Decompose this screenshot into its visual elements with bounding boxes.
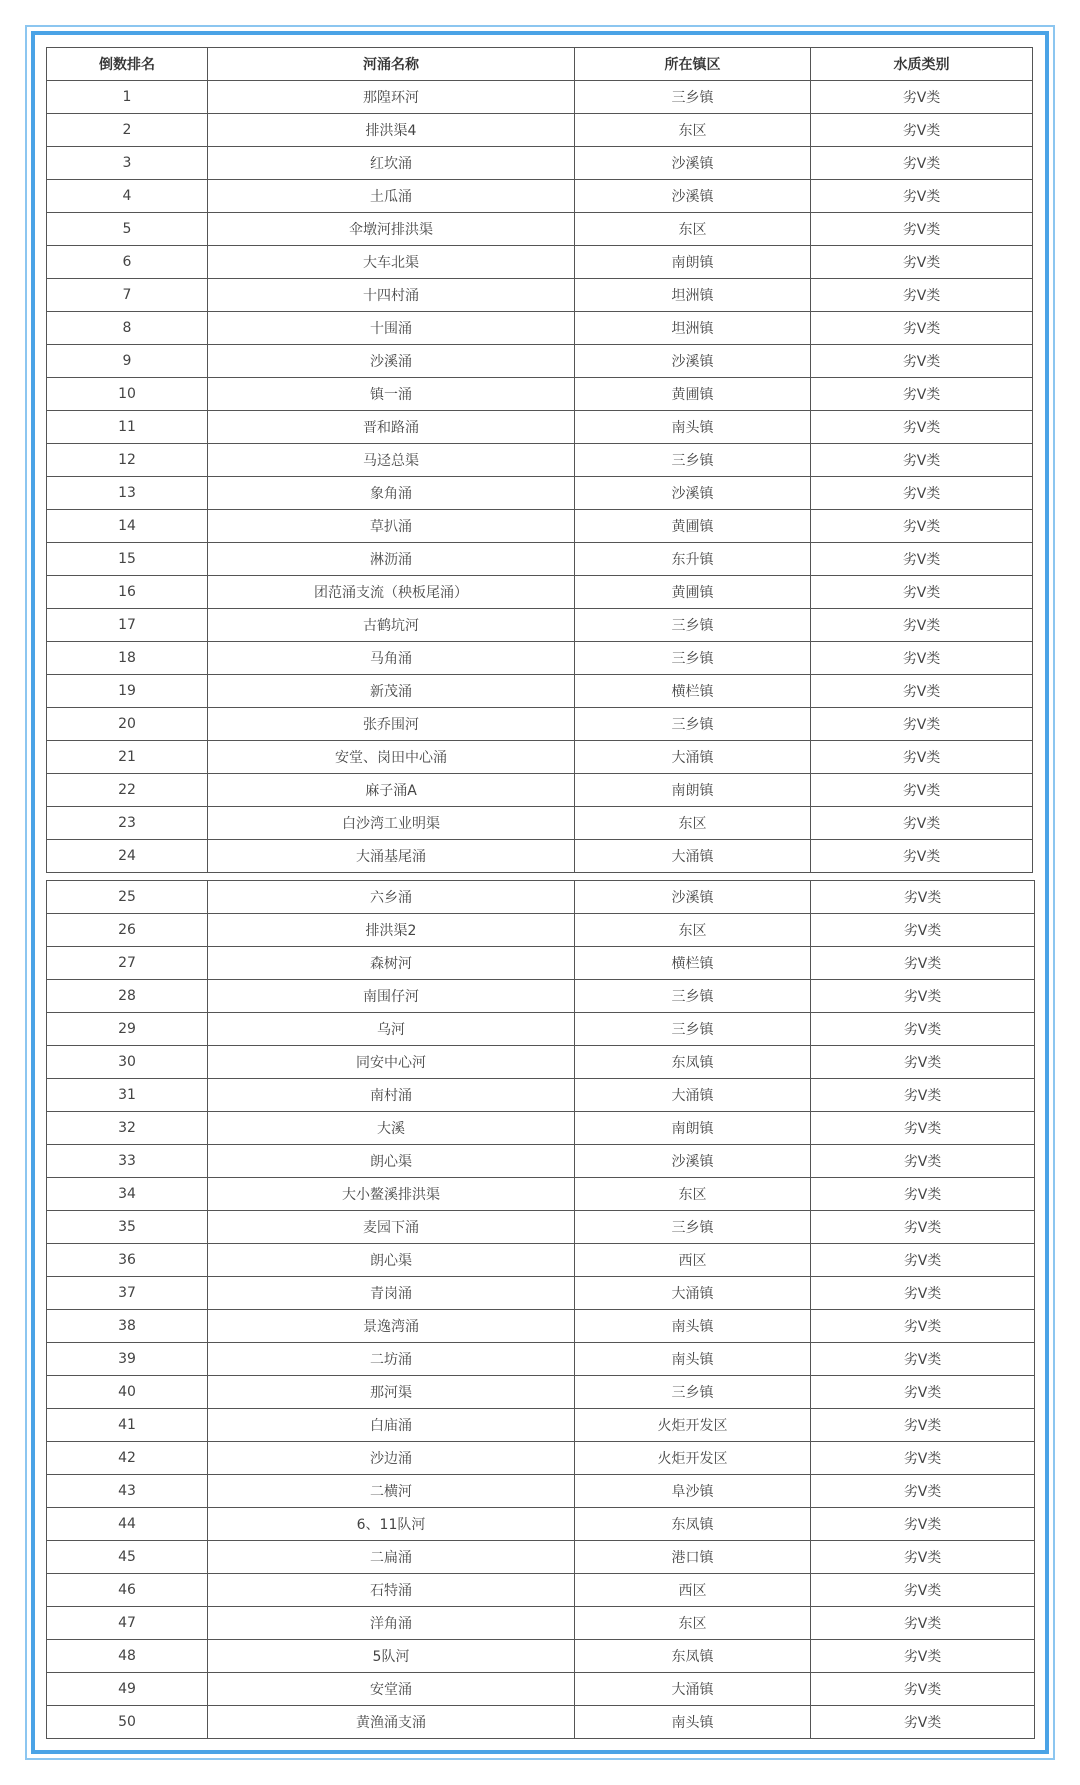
- cell-river-name: 那隍环河: [208, 81, 575, 114]
- table-row: [47, 1409, 1035, 1442]
- cell-rank: 39: [47, 1343, 208, 1376]
- cell-rank: 22: [47, 774, 208, 807]
- cell-river-name: 朗心渠: [208, 1145, 575, 1178]
- cell-town: 三乡镇: [575, 1013, 811, 1046]
- cell-town: 东升镇: [575, 543, 811, 576]
- table-row: [47, 708, 1033, 741]
- cell-river-name: 洋角涌: [208, 1607, 575, 1640]
- cell-river-name: 安堂涌: [208, 1673, 575, 1706]
- cell-rank: 19: [47, 675, 208, 708]
- cell-town: 西区: [575, 1244, 811, 1277]
- cell-town: 沙溪镇: [575, 180, 811, 213]
- cell-rank: 30: [47, 1046, 208, 1079]
- cell-rank: 2: [47, 114, 208, 147]
- cell-town: 东凤镇: [575, 1640, 811, 1673]
- cell-river-name: 白沙湾工业明渠: [208, 807, 575, 840]
- cell-river-name: 淋沥涌: [208, 543, 575, 576]
- cell-rank: 44: [47, 1508, 208, 1541]
- cell-rank: 17: [47, 609, 208, 642]
- table-row: [47, 881, 1035, 914]
- cell-river-name: 十围涌: [208, 312, 575, 345]
- cell-water-quality: 劣V类: [811, 279, 1033, 312]
- cell-river-name: 大涌基尾涌: [208, 840, 575, 873]
- table-row: [47, 1277, 1035, 1310]
- cell-river-name: 同安中心河: [208, 1046, 575, 1079]
- table-row: [47, 246, 1033, 279]
- table-row: [47, 576, 1033, 609]
- cell-rank: 45: [47, 1541, 208, 1574]
- cell-water-quality: 劣V类: [811, 914, 1035, 947]
- table-row: [47, 807, 1033, 840]
- cell-river-name: 二横河: [208, 1475, 575, 1508]
- table-row: [47, 741, 1033, 774]
- table-row: [47, 1244, 1035, 1277]
- header-water-quality: 水质类别: [811, 48, 1033, 81]
- table-row: [47, 1178, 1035, 1211]
- cell-water-quality: 劣V类: [811, 1475, 1035, 1508]
- cell-town: 东区: [575, 1178, 811, 1211]
- cell-water-quality: 劣V类: [811, 1145, 1035, 1178]
- cell-water-quality: 劣V类: [811, 1310, 1035, 1343]
- table-row: [47, 774, 1033, 807]
- cell-town: 三乡镇: [575, 1376, 811, 1409]
- cell-town: 南朗镇: [575, 774, 811, 807]
- cell-water-quality: 劣V类: [811, 543, 1033, 576]
- cell-water-quality: 劣V类: [811, 1541, 1035, 1574]
- cell-water-quality: 劣V类: [811, 81, 1033, 114]
- cell-water-quality: 劣V类: [811, 881, 1035, 914]
- cell-town: 东区: [575, 114, 811, 147]
- table-row: [47, 914, 1035, 947]
- table-row: [47, 543, 1033, 576]
- cell-rank: 24: [47, 840, 208, 873]
- table-row: [47, 114, 1033, 147]
- cell-town: 坦洲镇: [575, 312, 811, 345]
- cell-rank: 8: [47, 312, 208, 345]
- cell-water-quality: 劣V类: [811, 246, 1033, 279]
- table-header-row: [47, 48, 1033, 81]
- cell-water-quality: 劣V类: [811, 1343, 1035, 1376]
- cell-river-name: 二扁涌: [208, 1541, 575, 1574]
- cell-river-name: 景逸湾涌: [208, 1310, 575, 1343]
- header-town: 所在镇区: [575, 48, 811, 81]
- cell-town: 南头镇: [575, 411, 811, 444]
- cell-river-name: 森树河: [208, 947, 575, 980]
- cell-town: 大涌镇: [575, 1277, 811, 1310]
- cell-rank: 15: [47, 543, 208, 576]
- cell-rank: 3: [47, 147, 208, 180]
- table-row: [47, 1442, 1035, 1475]
- cell-town: 火炬开发区: [575, 1442, 811, 1475]
- cell-river-name: 二坊涌: [208, 1343, 575, 1376]
- cell-river-name: 南村涌: [208, 1079, 575, 1112]
- cell-river-name: 安堂、岗田中心涌: [208, 741, 575, 774]
- table-row: [47, 345, 1033, 378]
- table-row: [47, 1079, 1035, 1112]
- cell-rank: 5: [47, 213, 208, 246]
- cell-water-quality: 劣V类: [811, 1607, 1035, 1640]
- cell-river-name: 十四村涌: [208, 279, 575, 312]
- header-river-name: 河涌名称: [208, 48, 575, 81]
- cell-rank: 49: [47, 1673, 208, 1706]
- cell-rank: 9: [47, 345, 208, 378]
- cell-water-quality: 劣V类: [811, 980, 1035, 1013]
- cell-river-name: 大溪: [208, 1112, 575, 1145]
- cell-water-quality: 劣V类: [811, 1706, 1035, 1739]
- cell-water-quality: 劣V类: [811, 1409, 1035, 1442]
- cell-river-name: 麻子涌A: [208, 774, 575, 807]
- cell-water-quality: 劣V类: [811, 1508, 1035, 1541]
- cell-town: 东凤镇: [575, 1046, 811, 1079]
- cell-water-quality: 劣V类: [811, 1079, 1035, 1112]
- cell-river-name: 石特涌: [208, 1574, 575, 1607]
- cell-town: 南头镇: [575, 1706, 811, 1739]
- cell-rank: 13: [47, 477, 208, 510]
- cell-water-quality: 劣V类: [811, 1013, 1035, 1046]
- table-row: [47, 213, 1033, 246]
- cell-town: 横栏镇: [575, 947, 811, 980]
- cell-rank: 23: [47, 807, 208, 840]
- cell-river-name: 草扒涌: [208, 510, 575, 543]
- cell-water-quality: 劣V类: [811, 1574, 1035, 1607]
- cell-water-quality: 劣V类: [811, 1640, 1035, 1673]
- cell-town: 西区: [575, 1574, 811, 1607]
- cell-water-quality: 劣V类: [811, 1442, 1035, 1475]
- cell-rank: 36: [47, 1244, 208, 1277]
- cell-town: 三乡镇: [575, 980, 811, 1013]
- cell-water-quality: 劣V类: [811, 213, 1033, 246]
- cell-rank: 10: [47, 378, 208, 411]
- cell-town: 东区: [575, 1607, 811, 1640]
- cell-town: 大涌镇: [575, 840, 811, 873]
- table-row: [47, 1673, 1035, 1706]
- cell-rank: 21: [47, 741, 208, 774]
- cell-water-quality: 劣V类: [811, 1376, 1035, 1409]
- table-row: [47, 1541, 1035, 1574]
- cell-water-quality: 劣V类: [811, 708, 1033, 741]
- cell-town: 火炬开发区: [575, 1409, 811, 1442]
- cell-town: 东区: [575, 213, 811, 246]
- cell-water-quality: 劣V类: [811, 411, 1033, 444]
- header-rank: 倒数排名: [47, 48, 208, 81]
- table-row: [47, 947, 1035, 980]
- cell-river-name: 晋和路涌: [208, 411, 575, 444]
- table-row: [47, 1706, 1035, 1739]
- cell-town: 大涌镇: [575, 1079, 811, 1112]
- cell-rank: 32: [47, 1112, 208, 1145]
- cell-town: 沙溪镇: [575, 147, 811, 180]
- cell-river-name: 张乔围河: [208, 708, 575, 741]
- cell-river-name: 马角涌: [208, 642, 575, 675]
- cell-rank: 34: [47, 1178, 208, 1211]
- cell-rank: 18: [47, 642, 208, 675]
- cell-river-name: 麦园下涌: [208, 1211, 575, 1244]
- cell-rank: 11: [47, 411, 208, 444]
- cell-river-name: 乌河: [208, 1013, 575, 1046]
- cell-water-quality: 劣V类: [811, 1211, 1035, 1244]
- cell-town: 三乡镇: [575, 708, 811, 741]
- cell-river-name: 朗心渠: [208, 1244, 575, 1277]
- table-row: [47, 1112, 1035, 1145]
- cell-river-name: 5队河: [208, 1640, 575, 1673]
- table-row: [47, 1145, 1035, 1178]
- cell-town: 沙溪镇: [575, 345, 811, 378]
- cell-water-quality: 劣V类: [811, 180, 1033, 213]
- cell-water-quality: 劣V类: [811, 1673, 1035, 1706]
- cell-town: 东区: [575, 914, 811, 947]
- cell-river-name: 大小鳌溪排洪渠: [208, 1178, 575, 1211]
- table-row: [47, 378, 1033, 411]
- cell-rank: 16: [47, 576, 208, 609]
- cell-rank: 37: [47, 1277, 208, 1310]
- cell-water-quality: 劣V类: [811, 807, 1033, 840]
- cell-water-quality: 劣V类: [811, 510, 1033, 543]
- cell-town: 三乡镇: [575, 609, 811, 642]
- cell-water-quality: 劣V类: [811, 312, 1033, 345]
- table-row: [47, 411, 1033, 444]
- table-row: [47, 477, 1033, 510]
- cell-rank: 47: [47, 1607, 208, 1640]
- table-row: [47, 980, 1035, 1013]
- cell-rank: 27: [47, 947, 208, 980]
- cell-river-name: 沙边涌: [208, 1442, 575, 1475]
- table-row: [47, 81, 1033, 114]
- cell-rank: 41: [47, 1409, 208, 1442]
- cell-rank: 50: [47, 1706, 208, 1739]
- cell-water-quality: 劣V类: [811, 1046, 1035, 1079]
- cell-water-quality: 劣V类: [811, 774, 1033, 807]
- table-row: [47, 1343, 1035, 1376]
- cell-river-name: 黄渔涌支涌: [208, 1706, 575, 1739]
- cell-town: 三乡镇: [575, 1211, 811, 1244]
- cell-town: 黄圃镇: [575, 378, 811, 411]
- cell-rank: 7: [47, 279, 208, 312]
- cell-river-name: 马迳总渠: [208, 444, 575, 477]
- cell-town: 南朗镇: [575, 246, 811, 279]
- cell-river-name: 6、11队河: [208, 1508, 575, 1541]
- cell-town: 三乡镇: [575, 642, 811, 675]
- table-row: [47, 1376, 1035, 1409]
- cell-water-quality: 劣V类: [811, 576, 1033, 609]
- cell-town: 大涌镇: [575, 741, 811, 774]
- cell-water-quality: 劣V类: [811, 741, 1033, 774]
- cell-town: 三乡镇: [575, 444, 811, 477]
- table-row: [47, 642, 1033, 675]
- cell-town: 阜沙镇: [575, 1475, 811, 1508]
- cell-water-quality: 劣V类: [811, 1244, 1035, 1277]
- cell-rank: 12: [47, 444, 208, 477]
- table-row: [47, 1310, 1035, 1343]
- table-row: [47, 510, 1033, 543]
- table-row: [47, 1607, 1035, 1640]
- cell-rank: 43: [47, 1475, 208, 1508]
- table-row: [47, 1640, 1035, 1673]
- cell-water-quality: 劣V类: [811, 947, 1035, 980]
- cell-water-quality: 劣V类: [811, 378, 1033, 411]
- cell-town: 横栏镇: [575, 675, 811, 708]
- cell-water-quality: 劣V类: [811, 345, 1033, 378]
- cell-town: 沙溪镇: [575, 1145, 811, 1178]
- cell-rank: 6: [47, 246, 208, 279]
- table-row: [47, 1574, 1035, 1607]
- cell-river-name: 青岗涌: [208, 1277, 575, 1310]
- cell-water-quality: 劣V类: [811, 1112, 1035, 1145]
- cell-rank: 46: [47, 1574, 208, 1607]
- cell-rank: 33: [47, 1145, 208, 1178]
- ranking-table-part-2: [46, 880, 1035, 1739]
- cell-water-quality: 劣V类: [811, 642, 1033, 675]
- cell-rank: 28: [47, 980, 208, 1013]
- table-row: [47, 279, 1033, 312]
- cell-town: 东凤镇: [575, 1508, 811, 1541]
- cell-river-name: 白庙涌: [208, 1409, 575, 1442]
- cell-rank: 20: [47, 708, 208, 741]
- cell-river-name: 象角涌: [208, 477, 575, 510]
- cell-town: 黄圃镇: [575, 576, 811, 609]
- table-row: [47, 1046, 1035, 1079]
- cell-river-name: 排洪渠2: [208, 914, 575, 947]
- cell-river-name: 南围仔河: [208, 980, 575, 1013]
- cell-water-quality: 劣V类: [811, 147, 1033, 180]
- cell-water-quality: 劣V类: [811, 1277, 1035, 1310]
- cell-water-quality: 劣V类: [811, 609, 1033, 642]
- cell-rank: 4: [47, 180, 208, 213]
- cell-river-name: 土瓜涌: [208, 180, 575, 213]
- cell-town: 南朗镇: [575, 1112, 811, 1145]
- cell-town: 东区: [575, 807, 811, 840]
- cell-rank: 40: [47, 1376, 208, 1409]
- cell-river-name: 红坎涌: [208, 147, 575, 180]
- cell-water-quality: 劣V类: [811, 444, 1033, 477]
- cell-water-quality: 劣V类: [811, 114, 1033, 147]
- cell-rank: 1: [47, 81, 208, 114]
- cell-river-name: 新茂涌: [208, 675, 575, 708]
- cell-water-quality: 劣V类: [811, 1178, 1035, 1211]
- cell-town: 沙溪镇: [575, 477, 811, 510]
- cell-river-name: 沙溪涌: [208, 345, 575, 378]
- cell-town: 坦洲镇: [575, 279, 811, 312]
- table-row: [47, 312, 1033, 345]
- cell-town: 沙溪镇: [575, 881, 811, 914]
- table-row: [47, 675, 1033, 708]
- cell-town: 大涌镇: [575, 1673, 811, 1706]
- table-row: [47, 1013, 1035, 1046]
- cell-rank: 42: [47, 1442, 208, 1475]
- table-row: [47, 180, 1033, 213]
- ranking-table-part-1: [46, 47, 1033, 873]
- table-row: [47, 444, 1033, 477]
- cell-rank: 35: [47, 1211, 208, 1244]
- cell-river-name: 那河渠: [208, 1376, 575, 1409]
- cell-river-name: 古鹤坑河: [208, 609, 575, 642]
- table-row: [47, 1508, 1035, 1541]
- cell-river-name: 镇一涌: [208, 378, 575, 411]
- cell-town: 南头镇: [575, 1310, 811, 1343]
- cell-rank: 48: [47, 1640, 208, 1673]
- table-row: [47, 1475, 1035, 1508]
- table-row: [47, 840, 1033, 873]
- cell-water-quality: 劣V类: [811, 840, 1033, 873]
- cell-river-name: 伞墩河排洪渠: [208, 213, 575, 246]
- table-row: [47, 609, 1033, 642]
- cell-town: 黄圃镇: [575, 510, 811, 543]
- cell-town: 港口镇: [575, 1541, 811, 1574]
- cell-river-name: 大车北渠: [208, 246, 575, 279]
- cell-river-name: 排洪渠4: [208, 114, 575, 147]
- cell-river-name: 团范涌支流（秧板尾涌）: [208, 576, 575, 609]
- cell-water-quality: 劣V类: [811, 477, 1033, 510]
- cell-rank: 38: [47, 1310, 208, 1343]
- cell-town: 南头镇: [575, 1343, 811, 1376]
- cell-rank: 26: [47, 914, 208, 947]
- cell-rank: 14: [47, 510, 208, 543]
- cell-river-name: 六乡涌: [208, 881, 575, 914]
- cell-town: 三乡镇: [575, 81, 811, 114]
- cell-rank: 31: [47, 1079, 208, 1112]
- table-row: [47, 1211, 1035, 1244]
- cell-water-quality: 劣V类: [811, 675, 1033, 708]
- table-row: [47, 147, 1033, 180]
- cell-rank: 25: [47, 881, 208, 914]
- cell-rank: 29: [47, 1013, 208, 1046]
